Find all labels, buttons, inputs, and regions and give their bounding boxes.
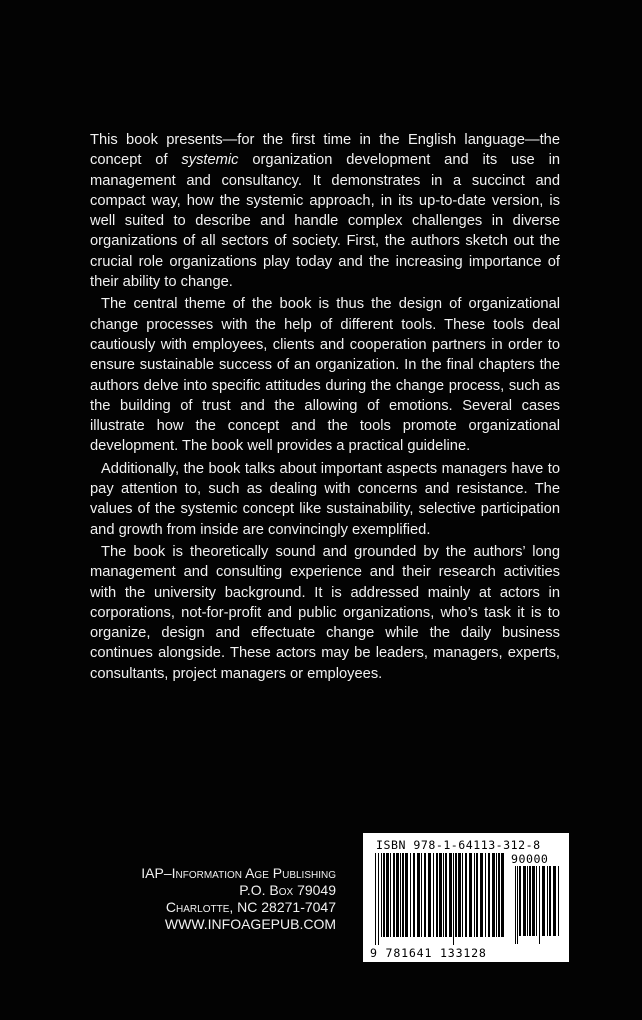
barcode-bar [529,866,531,936]
barcode-bar [383,853,385,937]
publisher-website: WWW.INFOAGEPUB.COM [164,916,336,932]
barcode-bar [393,853,395,937]
barcode-bar [378,853,379,945]
barcode-bar [517,866,518,944]
barcode-bar [428,853,431,937]
barcode-bar [455,853,457,937]
ean5-addon-bars [513,866,561,946]
barcode-bar [474,853,475,937]
barcode-bar [433,853,434,937]
barcode-bar [539,866,540,944]
blurb-paragraph-3: Additionally, the book talks about important aspects managers have to pay attention to, such as dealing with concerns and resistance. The values of the systemic concept like sustainability, selective participation and growth from inside are convincingly exemplified. [90,460,560,538]
barcode-bar [458,853,461,937]
price-code: 90000 [511,852,549,866]
barcode-bar [421,853,422,937]
barcode-bar [400,853,401,937]
barcode-bar [515,866,516,944]
barcode-bar [519,866,521,936]
blurb-paragraph-1: This book presents—for the first time in the English language—the concept of systemic organization development and its use in management and consultancy. It demonstrates in a succinct and compact way, how the systemic approach, in its up-to-date version, is well suited to describe and handle complex challenges in diverse organizations of all sectors of society. First, the authors sketch out the crucial role organizations play today and the increasing importance of their ability to change. [90,132,560,291]
barcode-bar [417,853,420,937]
barcode-bar [498,853,500,937]
ean-digits: 9 781641 133128 [370,946,487,960]
barcode-bar [527,866,528,936]
barcode-bar [396,853,399,937]
barcode-bar [445,853,447,937]
isbn-barcode [363,833,569,962]
barcode-bar [536,866,537,936]
barcode-bar [381,853,382,937]
barcode-bar [436,853,438,937]
barcode-bar [488,853,490,937]
barcode-bar [476,853,478,937]
barcode-bar [386,853,389,937]
emphasis-systemic: systemic [181,152,239,169]
barcode-bar [492,853,495,937]
barcode-bar [496,853,497,937]
barcode-bar [469,853,472,937]
ean13-bars [373,853,505,947]
barcode-bar [390,853,391,937]
barcode-bar [480,853,483,937]
barcode-bar [439,853,442,937]
barcode-bar [542,866,545,936]
barcode-bar [402,853,404,937]
barcode-bar [410,853,411,937]
barcode-bar [558,866,559,936]
blurb-paragraph-4: The book is theoretically sound and grounded by the authors’ long management and consulting experience and their research activities with the university background. It is addressed mainly at actors in corporations, not-for-profit and public organizations, who’s task it is to organize, design and effectuate change while the daily business continues alongside. These actors may be leaders, managers, experts, consultants, project managers or employees. [90,543,560,682]
barcode-bar [553,866,556,936]
barcode-bar [453,853,454,945]
barcode-bar [549,866,551,936]
back-cover-blurb [90,130,560,686]
barcode-bar [547,866,548,936]
barcode-bar [405,853,408,937]
publisher-city: Charlotte, NC 28271-7047 [165,899,336,915]
publisher-name: IAP–Information Age Publishing [141,865,336,881]
barcode-bar [501,853,504,937]
blurb-paragraph-2: The central theme of the book is thus the design of organizational change processes with the help of different tools. These tools deal cautiously with employees, clients and cooperation partners in order to ensure sustainable success of an organization. In the final chapters the authors delve into specific attitudes during the change process, such as the building of trust and the allowing of emotions. Several cases illustrate how the concept and the tools promote organizational development. The book well provides a practical guideline. [90,296,560,455]
publisher-po-box: P.O. Box 79049 [239,882,336,898]
isbn-label: ISBN 978-1-64113-312-8 [376,838,541,852]
barcode-bar [375,853,376,945]
barcode-bar [449,853,452,937]
publisher-info [141,865,336,933]
barcode-bar [465,853,467,937]
barcode-bar [485,853,486,937]
barcode-bar [443,853,444,937]
barcode-bar [413,853,415,937]
barcode-bar [532,866,535,936]
barcode-bar [424,853,426,937]
barcode-bar [462,853,463,937]
barcode-bar [523,866,526,936]
